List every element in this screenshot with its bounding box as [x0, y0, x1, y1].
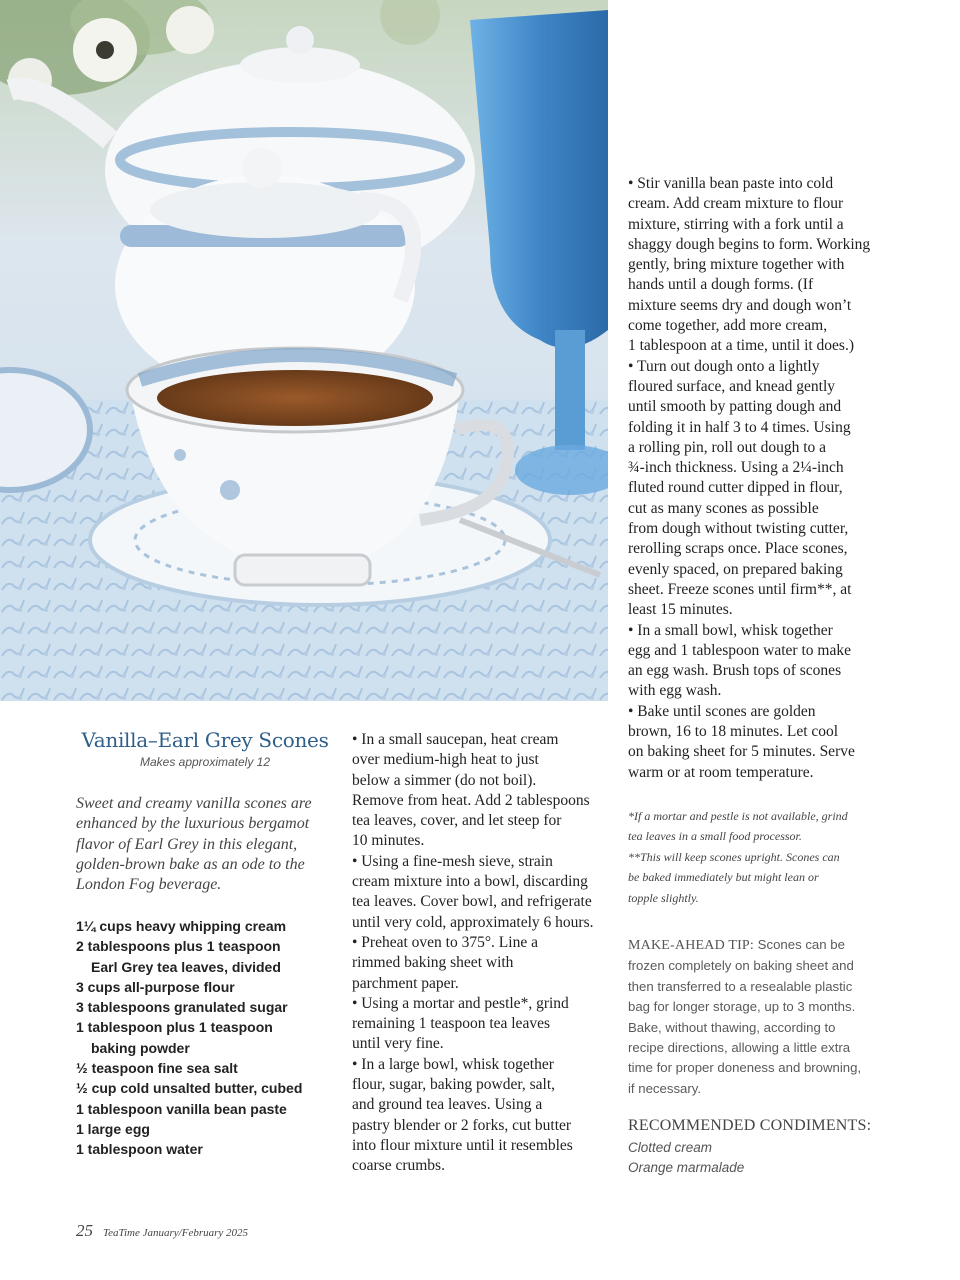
tea-service-illustration	[0, 0, 608, 701]
condiments-heading: RECOMMENDED CONDIMENTS:	[628, 1117, 872, 1134]
instruction-line: • Using a mortar and pestle*, grind	[352, 994, 569, 1012]
instruction-line: until very cold, approximately 6 hours.	[352, 913, 594, 931]
instruction-line: on baking sheet for 5 minutes. Serve	[628, 743, 855, 761]
instruction-line: rerolling scraps once. Place scones,	[628, 540, 848, 558]
instruction-line: evenly spaced, on prepared baking	[628, 560, 843, 578]
tip-line: then transferred to a resealable plastic	[628, 978, 853, 994]
instruction-line: parchment paper.	[352, 974, 459, 992]
instruction-line: • Stir vanilla bean paste into cold	[628, 175, 834, 192]
recipe-yield: Makes approximately 12	[139, 755, 271, 769]
instruction-line: mixture seems dry and dough won’t	[628, 296, 852, 314]
tip-text: Scones can be	[754, 937, 845, 952]
instruction-line: ¾-inch thickness. Using a 2¼-inch	[628, 459, 844, 477]
instruction-line: • In a small bowl, whisk together	[628, 621, 833, 639]
tip-line: frozen completely on baking sheet and	[628, 958, 854, 974]
ingredient-item: ½ teaspoon fine sea salt	[76, 1060, 238, 1077]
footnote-line: tea leaves in a small food processor.	[628, 829, 802, 844]
instruction-line: cream. Add cream mixture to flour	[628, 195, 844, 213]
instruction-line: • In a small saucepan, heat cream	[352, 731, 559, 748]
ingredient-item: 1 large egg	[76, 1120, 150, 1137]
page-footer	[76, 1221, 248, 1241]
instruction-line: egg and 1 tablespoon water to make	[628, 641, 851, 659]
instruction-line: • Turn out dough onto a lightly	[628, 357, 820, 375]
instruction-line: gently, bring mixture together with	[628, 256, 845, 274]
instruction-line: hands until a dough forms. (If	[628, 276, 814, 294]
tip-line: Bake, without thawing, according to	[628, 1019, 836, 1035]
condiment-item: Orange marmalade	[628, 1160, 745, 1176]
ingredient-item: ½ cup cold unsalted butter, cubed	[76, 1080, 303, 1097]
instruction-line: least 15 minutes.	[628, 601, 733, 619]
footnote-line: **This will keep scones upright. Scones can	[628, 849, 840, 864]
instruction-line: Remove from heat. Add 2 tablespoons	[352, 791, 590, 809]
ingredient-item: 1 tablespoon water	[76, 1141, 203, 1158]
intro-line: Sweet and creamy vanilla scones are	[76, 795, 312, 812]
instruction-line: an egg wash. Brush tops of scones	[628, 662, 842, 680]
instruction-line: flour, sugar, baking powder, salt,	[352, 1076, 556, 1094]
instruction-line: pastry blender or 2 forks, cut butter	[352, 1116, 572, 1134]
ingredient-item: 3 cups all-purpose flour	[76, 978, 235, 995]
ingredient-item: 2 tablespoons plus 1 teaspoon	[76, 938, 281, 955]
instruction-line: warm or at room temperature.	[628, 763, 814, 781]
instruction-line: until very fine.	[352, 1035, 444, 1053]
ingredient-item: 1 tablespoon plus 1 teaspoon	[76, 1019, 273, 1036]
page-number: 25	[76, 1221, 93, 1240]
instruction-line: a rolling pin, roll out dough to a	[628, 438, 827, 456]
instruction-line: tea leaves. Cover bowl, and refrigerate	[352, 893, 592, 911]
ingredient-item: baking powder	[91, 1039, 190, 1056]
instruction-line: into flour mixture until it resembles	[352, 1136, 573, 1154]
recipe-footnotes	[628, 806, 920, 908]
instruction-line: shaggy dough begins to form. Working	[628, 235, 871, 253]
make-ahead-tip	[628, 935, 928, 1099]
ingredient-item: Earl Grey tea leaves, divided	[91, 958, 281, 975]
footnote-line: topple slightly.	[628, 890, 699, 905]
instruction-line: 1 tablespoon at a time, until it does.)	[628, 337, 854, 355]
intro-line: golden-brown bake as an ode to the	[76, 855, 305, 873]
instruction-line: over medium-high heat to just	[352, 751, 539, 769]
condiments-list	[628, 1138, 744, 1179]
recipe-title: Vanilla–Earl Grey Scones	[81, 728, 329, 752]
instruction-line: remaining 1 teaspoon tea leaves	[352, 1015, 550, 1033]
ingredient-item: 1¼ cups heavy whipping cream	[76, 918, 287, 934]
instructions-column-right	[628, 174, 918, 783]
instruction-line: 10 minutes.	[352, 832, 425, 850]
tip-first-line	[628, 935, 928, 956]
condiment-item: Clotted cream	[628, 1140, 713, 1155]
instruction-line: coarse crumbs.	[352, 1157, 445, 1175]
instruction-line: • Bake until scones are golden	[628, 702, 816, 720]
instruction-line: sheet. Freeze scones until firm**, at	[628, 580, 852, 598]
magazine-issue: TeaTime January/February 2025	[103, 1227, 249, 1239]
instruction-line: and ground tea leaves. Using a	[352, 1096, 543, 1114]
tea-service-photo	[0, 0, 608, 701]
ingredient-list	[76, 916, 348, 1160]
instruction-line: until smooth by patting dough and	[628, 398, 842, 416]
instruction-line: tea leaves, cover, and let steep for	[352, 812, 562, 830]
intro-line: enhanced by the luxurious bergamot	[76, 815, 310, 833]
footnote-line: be baked immediately but might lean or	[628, 870, 819, 885]
intro-line: London Fog beverage.	[76, 876, 222, 894]
tip-label: MAKE-AHEAD TIP:	[628, 938, 755, 953]
instruction-line: fluted round cutter dipped in flour,	[628, 479, 843, 497]
ingredient-item: 1 tablespoon vanilla bean paste	[76, 1100, 287, 1117]
recipe-intro	[76, 794, 338, 895]
instruction-line: floured surface, and knead gently	[628, 377, 836, 395]
instruction-line: mixture, stirring with a fork until a	[628, 215, 844, 233]
tip-line: recipe directions, allowing a little extra	[628, 1040, 851, 1056]
instruction-line: • In a large bowl, whisk together	[352, 1055, 554, 1073]
instruction-line: from dough without twisting cutter,	[628, 520, 849, 538]
instruction-line: cut as many scones as possible	[628, 499, 819, 517]
instruction-line: below a simmer (do not boil).	[352, 771, 537, 789]
instruction-line: cream mixture into a bowl, discarding	[352, 873, 588, 891]
instruction-line: • Using a fine-mesh sieve, strain	[352, 852, 553, 870]
instruction-line: come together, add more cream,	[628, 317, 828, 335]
instruction-line: folding it in half 3 to 4 times. Using	[628, 418, 851, 436]
instruction-line: rimmed baking sheet with	[352, 954, 514, 972]
ingredient-item: 3 tablespoons granulated sugar	[76, 999, 288, 1016]
instructions-column-middle	[352, 730, 614, 1177]
intro-line: flavor of Earl Grey in this elegant,	[76, 835, 298, 853]
instruction-line: brown, 16 to 18 minutes. Let cool	[628, 723, 839, 741]
tip-line: if necessary.	[628, 1080, 702, 1096]
tip-line: time for proper doneness and browning,	[628, 1060, 862, 1076]
tip-line: bag for longer storage, up to 3 months.	[628, 999, 856, 1015]
instruction-line: with egg wash.	[628, 682, 722, 700]
instruction-line: • Preheat oven to 375°. Line a	[352, 933, 538, 951]
footnote-line: *If a mortar and pestle is not available, grind	[628, 809, 848, 823]
